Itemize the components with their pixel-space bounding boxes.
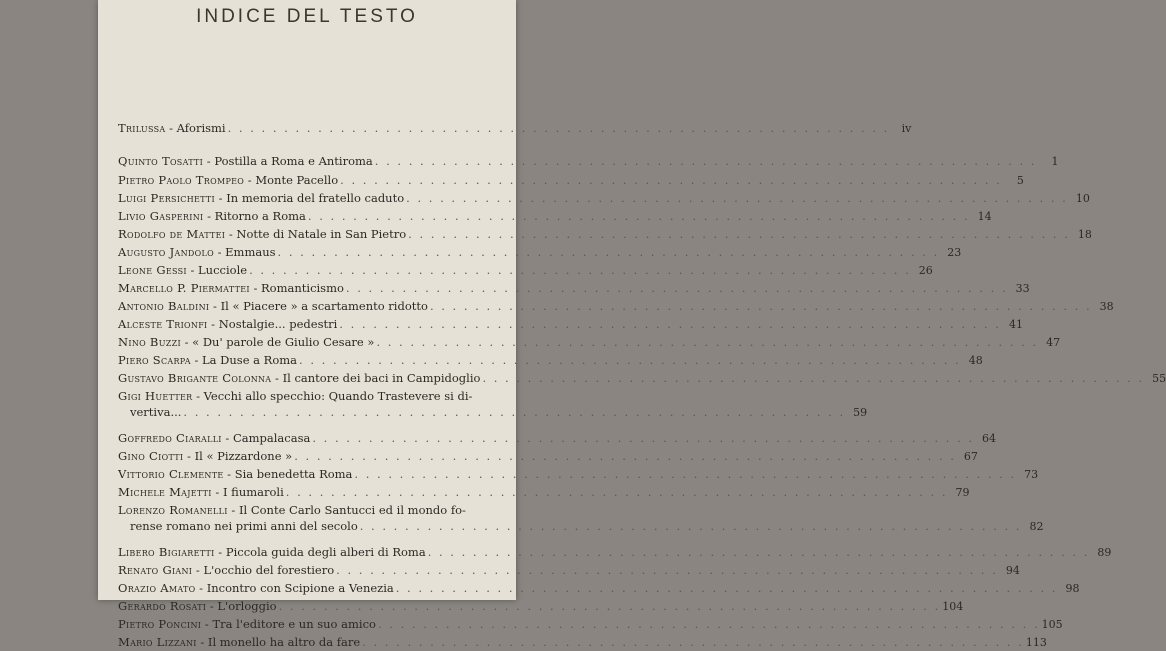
toc-line [118, 484, 970, 500]
toc-page-number: 41 [1008, 318, 1023, 331]
toc-title: Campalacasa [232, 431, 311, 445]
toc-page-number: 79 [955, 486, 970, 499]
toc-line [118, 172, 1024, 188]
toc-page-number: 55 [1152, 372, 1166, 385]
dot-leader [375, 153, 1037, 169]
toc-line [118, 298, 1114, 314]
toc-line [118, 334, 1061, 350]
toc-page-number: 67 [963, 450, 978, 463]
toc-title-cont: vertiva... [130, 405, 182, 419]
toc-page-number: 26 [918, 264, 933, 277]
toc-entry[interactable] [118, 580, 1080, 596]
toc-title: Il cantore dei baci in Campidoglio [282, 371, 481, 385]
toc-entry-text: Marcello P. Piermattei - Romanticismo [118, 281, 344, 295]
toc-entry[interactable] [118, 316, 1023, 332]
dot-leader [428, 544, 1090, 560]
toc-entry-text: Pietro Poncini - Tra l'editore e un suo amico [118, 617, 376, 631]
toc-entry[interactable] [118, 466, 1039, 482]
toc-page-number: 89 [1097, 546, 1112, 559]
dot-leader [299, 352, 961, 368]
toc-author: Mario Lizzani [118, 635, 197, 649]
toc-entry[interactable] [118, 502, 1044, 534]
toc-entry-text: Orazio Amato - Incontro con Scipione a Venezia [118, 581, 394, 595]
toc-entry-text: Piero Scarpa - La Duse a Roma [118, 353, 298, 367]
toc-author: Marcello P. Piermattei [118, 281, 250, 295]
toc-entry-text: Augusto Jandolo - Emmaus [118, 245, 276, 259]
toc-title: Emmaus [225, 245, 276, 259]
toc-title: Vecchi allo specchio: Quando Trastevere si di- [203, 389, 473, 403]
toc-title: L'occhio del forestiero [203, 563, 335, 577]
toc-line [118, 466, 1039, 482]
toc-author: Orazio Amato [118, 581, 196, 595]
dot-leader [308, 208, 970, 224]
dot-leader [362, 634, 1024, 650]
toc-title: Nostalgie... pedestri [218, 317, 338, 331]
toc-entry-text: Libero Bigiaretti - Piccola guida degli alberi di Roma [118, 545, 426, 559]
dot-leader [396, 580, 1058, 596]
toc-line [118, 208, 992, 224]
dot-leader [408, 226, 1070, 242]
toc-entry-text: Lorenzo Romanelli - Il Conte Carlo Santucci ed il mondo fo- [118, 503, 466, 517]
toc-page-number: 1 [1051, 155, 1059, 168]
toc-title: Il monello ha altro da fare [207, 635, 361, 649]
toc-title: Aforismi [176, 121, 226, 135]
toc-entry-text: Trilussa - Aforismi [118, 121, 226, 135]
toc-entry[interactable] [118, 280, 1030, 296]
toc-entry[interactable] [118, 172, 1024, 188]
toc-entry[interactable] [118, 598, 964, 614]
toc-entry[interactable] [118, 226, 1092, 242]
toc-title: I fiumaroli [222, 485, 284, 499]
toc-page-number: 47 [1046, 336, 1061, 349]
dot-leader [430, 298, 1092, 314]
toc-entry-text: Leone Gessi - Lucciole [118, 263, 248, 277]
dot-leader [336, 562, 998, 578]
toc-line [118, 244, 962, 260]
toc-page-number: 48 [968, 354, 983, 367]
toc-page-number: 38 [1099, 300, 1114, 313]
toc-entry[interactable] [118, 616, 1063, 632]
toc-entry[interactable] [118, 634, 1047, 650]
toc-author: Trilussa [118, 121, 166, 135]
toc-page-number: 23 [947, 246, 962, 259]
toc-entry[interactable] [118, 448, 978, 464]
toc-title: Il « Piacere » a scartamento ridotto [220, 299, 428, 313]
toc-line [118, 634, 1047, 650]
dot-leader [354, 466, 1016, 482]
toc-entry-text: Luigi Persichetti - In memoria del fratello caduto [118, 191, 405, 205]
toc-author: Livio Gasperini [118, 209, 204, 223]
toc-page-number: 5 [1016, 174, 1024, 187]
dot-leader [482, 370, 1144, 386]
toc-author: Gigi Huetter [118, 389, 193, 403]
toc-page-number: 105 [1041, 618, 1063, 631]
toc-line [118, 562, 1020, 578]
toc-line [118, 430, 997, 446]
toc-line-cont [118, 518, 1044, 534]
toc-title: Ritorno a Roma [214, 209, 306, 223]
toc-page-number: 104 [942, 600, 964, 613]
toc-entry[interactable] [118, 430, 997, 446]
toc-page-number: 14 [977, 210, 992, 223]
toc-entry-text: Renato Giani - L'occhio del forestiero [118, 563, 335, 577]
toc-author: Gustavo Brigante Colonna [118, 371, 272, 385]
dot-leader [228, 120, 890, 136]
toc-title: L'orloggio [217, 599, 277, 613]
toc-line-cont [118, 404, 868, 420]
toc-author: Goffredo Ciaralli [118, 431, 222, 445]
dot-leader [312, 430, 974, 446]
toc-line [118, 226, 1092, 242]
toc-entry-text: Gigi Huetter - Vecchi allo specchio: Quando Trastevere si di- [118, 389, 473, 403]
dot-leader [360, 518, 1022, 534]
dot-leader [278, 244, 940, 260]
toc-entry[interactable] [118, 352, 983, 368]
toc-author: Renato Giani [118, 563, 193, 577]
toc-page-number: 10 [1075, 192, 1090, 205]
toc-line [118, 616, 1063, 632]
toc-line [118, 502, 502, 518]
toc-entry-text: Goffredo Ciaralli - Campalacasa [118, 431, 311, 445]
toc-author: Libero Bigiaretti [118, 545, 215, 559]
toc-title: Incontro con Scipione a Venezia [206, 581, 394, 595]
toc-entry[interactable] [118, 208, 992, 224]
dot-leader [249, 262, 911, 278]
toc-page-number: iv [901, 122, 912, 135]
toc-line [118, 448, 978, 464]
dot-leader [346, 280, 1008, 296]
dot-leader [286, 484, 948, 500]
toc-page-number: 113 [1025, 636, 1047, 649]
toc-entry-text: Alceste Trionfi - Nostalgie... pedestri [118, 317, 338, 331]
toc-line [118, 120, 912, 136]
toc-line [118, 280, 1030, 296]
toc-entry-text: Vittorio Clemente - Sia benedetta Roma [118, 467, 353, 481]
toc-title: In memoria del fratello caduto [226, 191, 405, 205]
dot-leader [376, 334, 1038, 350]
toc-entry-text: Gerardo Rosati - L'orloggio [118, 599, 277, 613]
toc-line [118, 580, 1080, 596]
toc-title: Tra l'editore e un suo amico [212, 617, 376, 631]
toc-title: Sia benedetta Roma [234, 467, 353, 481]
toc-entry[interactable] [118, 562, 1020, 578]
toc-author: Gerardo Rosati [118, 599, 207, 613]
toc-entry[interactable] [118, 484, 970, 500]
toc-author: Rodolfo de Mattei [118, 227, 226, 241]
toc-entry[interactable] [118, 544, 1112, 560]
toc-entry-text: Rodolfo de Mattei - Notte di Natale in San Pietro [118, 227, 407, 241]
toc-entry[interactable] [118, 334, 1061, 350]
dot-leader [406, 190, 1068, 206]
toc-entry[interactable] [118, 298, 1114, 314]
toc-author: Gino Ciotti [118, 449, 184, 463]
toc-entry-text: Pietro Paolo Trompeo - Monte Pacello [118, 173, 339, 187]
toc-page-number: 82 [1029, 520, 1044, 533]
dot-leader [294, 448, 956, 464]
toc-title: « Du' parole de Giulio Cesare » [192, 335, 375, 349]
toc-title: La Duse a Roma [202, 353, 298, 367]
toc-entry[interactable] [118, 120, 912, 136]
toc-author: Lorenzo Romanelli [118, 503, 228, 517]
toc-entry-text: Gustavo Brigante Colonna - Il cantore dei baci in Campidoglio [118, 371, 481, 385]
toc-author: Michele Majetti [118, 485, 212, 499]
toc-entry[interactable] [118, 388, 868, 420]
page-title: INDICE DEL TESTO [196, 6, 418, 27]
toc-entry-text: Mario Lizzani - Il monello ha altro da fare [118, 635, 361, 649]
toc-author: Nino Buzzi [118, 335, 181, 349]
toc-line [118, 190, 1090, 206]
toc-line [118, 316, 1023, 332]
toc-entry-text: Michele Majetti - I fiumaroli [118, 485, 284, 499]
toc-author: Antonio Baldini [118, 299, 210, 313]
toc-title: Postilla a Roma e Antiroma [214, 154, 373, 168]
toc-author: Alceste Trionfi [118, 317, 208, 331]
toc-page-number: 33 [1015, 282, 1030, 295]
dot-leader [340, 172, 1002, 188]
toc-page-number: 73 [1024, 468, 1039, 481]
toc-author: Pietro Poncini [118, 617, 202, 631]
toc-title: Notte di Natale in San Pietro [236, 227, 407, 241]
toc-page-number: 94 [1005, 564, 1020, 577]
toc-author: Augusto Jandolo [118, 245, 214, 259]
toc-page-number: 64 [982, 432, 997, 445]
toc-title: Il « Pizzardone » [194, 449, 293, 463]
toc-entry-text: Livio Gasperini - Ritorno a Roma [118, 209, 306, 223]
toc-entry[interactable] [118, 262, 933, 278]
toc-author: Leone Gessi [118, 263, 187, 277]
toc-entry[interactable] [118, 244, 962, 260]
toc-page-number: 59 [853, 406, 868, 419]
toc-entry-text: Antonio Baldini - Il « Piacere » a scartamento ridotto [118, 299, 428, 313]
toc-line [118, 153, 1059, 169]
toc-author: Quinto Tosatti [118, 154, 204, 168]
toc-line [118, 598, 964, 614]
toc-entry[interactable] [118, 370, 1166, 386]
toc-author: Vittorio Clemente [118, 467, 224, 481]
toc-line [118, 388, 502, 404]
toc-page-number: 98 [1065, 582, 1080, 595]
toc-title: Piccola guida degli alberi di Roma [225, 545, 426, 559]
toc-author: Pietro Paolo Trompeo [118, 173, 245, 187]
book-page [98, 0, 1166, 649]
toc-title: Lucciole [198, 263, 248, 277]
toc-line [118, 262, 933, 278]
toc-author: Luigi Persichetti [118, 191, 216, 205]
toc-entry-text: Quinto Tosatti - Postilla a Roma e Antiroma [118, 154, 373, 168]
toc-line [118, 352, 983, 368]
toc-line [118, 544, 1112, 560]
toc-entry[interactable] [118, 153, 1059, 169]
toc-title-cont: rense romano nei primi anni del secolo [130, 519, 358, 533]
dot-leader [279, 598, 941, 614]
toc-entry-text: Nino Buzzi - « Du' parole de Giulio Cesare » [118, 335, 375, 349]
toc-title: Il Conte Carlo Santucci ed il mondo fo- [238, 503, 466, 517]
toc-line [118, 370, 1166, 386]
toc-page-number: 18 [1077, 228, 1092, 241]
dot-leader [183, 404, 845, 420]
dot-leader [339, 316, 1001, 332]
toc-entry[interactable] [118, 190, 1090, 206]
toc-entry-text: Gino Ciotti - Il « Pizzardone » [118, 449, 293, 463]
toc-title: Romanticismo [261, 281, 344, 295]
toc-title: Monte Pacello [255, 173, 339, 187]
toc-author: Piero Scarpa [118, 353, 191, 367]
dot-leader [378, 616, 1040, 632]
